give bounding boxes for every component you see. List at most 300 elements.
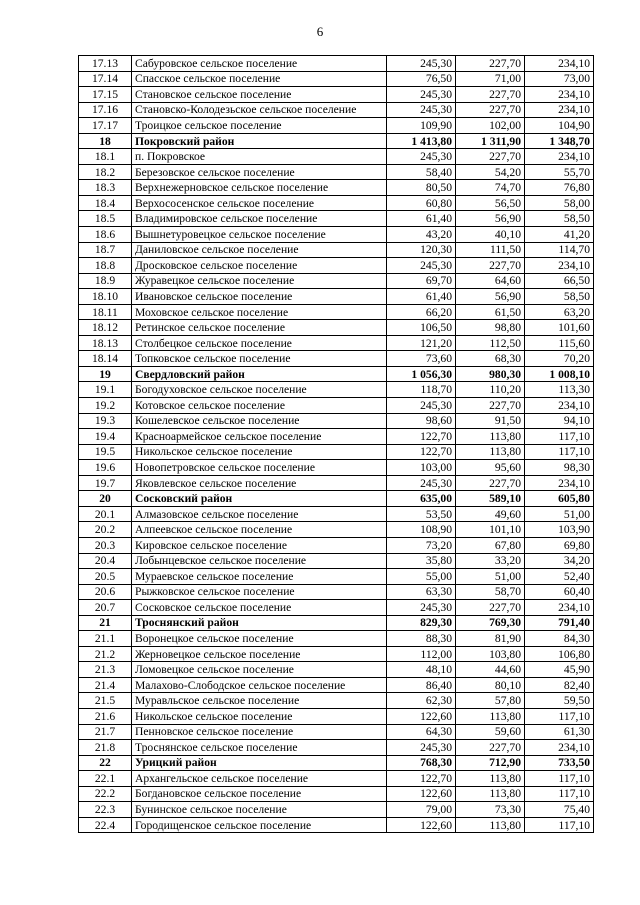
value-1-cell: 245,30	[387, 149, 456, 165]
value-3-cell: 51,00	[525, 506, 594, 522]
settlement-name-cell: Покровский район	[132, 133, 387, 149]
table-row	[79, 771, 594, 787]
row-number-cell: 17.14	[79, 71, 132, 87]
value-2-cell: 1 311,90	[456, 133, 525, 149]
value-3-cell: 733,50	[525, 755, 594, 771]
table-row	[79, 382, 594, 398]
table-row	[79, 273, 594, 289]
row-number-cell: 19.4	[79, 429, 132, 445]
settlement-name-cell: Архангельское сельское поселение	[132, 771, 387, 787]
table-row	[79, 708, 594, 724]
row-number-cell: 20.1	[79, 506, 132, 522]
value-3-cell: 117,10	[525, 817, 594, 833]
value-1-cell: 106,50	[387, 320, 456, 336]
value-3-cell: 234,10	[525, 102, 594, 118]
value-1-cell: 245,30	[387, 102, 456, 118]
value-3-cell: 75,40	[525, 802, 594, 818]
row-number-cell: 20.6	[79, 584, 132, 600]
value-1-cell: 73,60	[387, 351, 456, 367]
value-2-cell: 227,70	[456, 740, 525, 756]
page-number: 6	[316, 24, 324, 39]
table-row	[79, 413, 594, 429]
value-3-cell: 58,50	[525, 211, 594, 227]
value-1-cell: 122,70	[387, 444, 456, 460]
table-row	[79, 724, 594, 740]
budget-table	[78, 55, 594, 833]
value-2-cell: 33,20	[456, 553, 525, 569]
row-number-cell: 21.6	[79, 708, 132, 724]
district-total-row	[79, 615, 594, 631]
row-number-cell: 18.3	[79, 180, 132, 196]
settlement-name-cell: Никольское сельское поселение	[132, 444, 387, 460]
value-1-cell: 61,40	[387, 289, 456, 305]
value-3-cell: 117,10	[525, 771, 594, 787]
value-2-cell: 71,00	[456, 71, 525, 87]
value-1-cell: 103,00	[387, 460, 456, 476]
row-number-cell: 18.8	[79, 258, 132, 274]
value-1-cell: 80,50	[387, 180, 456, 196]
value-1-cell: 121,20	[387, 335, 456, 351]
settlement-name-cell: Верхнежерновское сельское поселение	[132, 180, 387, 196]
row-number-cell: 19.7	[79, 475, 132, 491]
settlement-name-cell: Ломовецкое сельское поселение	[132, 662, 387, 678]
value-2-cell: 51,00	[456, 569, 525, 585]
value-1-cell: 768,30	[387, 755, 456, 771]
row-number-cell: 19.2	[79, 398, 132, 414]
table-row	[79, 118, 594, 134]
value-3-cell: 69,80	[525, 537, 594, 553]
settlement-name-cell: Муравльское сельское поселение	[132, 693, 387, 709]
value-3-cell: 60,40	[525, 584, 594, 600]
settlement-name-cell: Даниловское сельское поселение	[132, 242, 387, 258]
value-3-cell: 101,60	[525, 320, 594, 336]
value-3-cell: 605,80	[525, 491, 594, 507]
settlement-name-cell: Алпеевское сельское поселение	[132, 522, 387, 538]
row-number-cell: 18.7	[79, 242, 132, 258]
settlement-name-cell: Урицкий район	[132, 755, 387, 771]
value-2-cell: 57,80	[456, 693, 525, 709]
row-number-cell: 18.2	[79, 164, 132, 180]
row-number-cell: 21.4	[79, 677, 132, 693]
row-number-cell: 18.10	[79, 289, 132, 305]
row-number-cell: 17.17	[79, 118, 132, 134]
table-row	[79, 444, 594, 460]
value-1-cell: 829,30	[387, 615, 456, 631]
value-3-cell: 58,50	[525, 289, 594, 305]
row-number-cell: 22.4	[79, 817, 132, 833]
row-number-cell: 21.8	[79, 740, 132, 756]
value-3-cell: 103,90	[525, 522, 594, 538]
table-row	[79, 149, 594, 165]
value-2-cell: 103,80	[456, 646, 525, 662]
settlement-name-cell: Сосковский район	[132, 491, 387, 507]
row-number-cell: 18.9	[79, 273, 132, 289]
settlement-name-cell: Березовское сельское поселение	[132, 164, 387, 180]
value-3-cell: 94,10	[525, 413, 594, 429]
table-row	[79, 506, 594, 522]
settlement-name-cell: Алмазовское сельское поселение	[132, 506, 387, 522]
value-2-cell: 112,50	[456, 335, 525, 351]
value-2-cell: 91,50	[456, 413, 525, 429]
value-3-cell: 41,20	[525, 227, 594, 243]
row-number-cell: 20.4	[79, 553, 132, 569]
value-2-cell: 110,20	[456, 382, 525, 398]
value-3-cell: 113,30	[525, 382, 594, 398]
settlement-name-cell: Троснянское сельское поселение	[132, 740, 387, 756]
row-number-cell: 19.5	[79, 444, 132, 460]
value-1-cell: 245,30	[387, 56, 456, 72]
row-number-cell: 21.7	[79, 724, 132, 740]
value-3-cell: 115,60	[525, 335, 594, 351]
table-row	[79, 677, 594, 693]
value-3-cell: 117,10	[525, 708, 594, 724]
table-row	[79, 429, 594, 445]
row-number-cell: 18.1	[79, 149, 132, 165]
value-3-cell: 117,10	[525, 444, 594, 460]
settlement-name-cell: Бунинское сельское поселение	[132, 802, 387, 818]
settlement-name-cell: п. Покровское	[132, 149, 387, 165]
row-number-cell: 22.1	[79, 771, 132, 787]
value-3-cell: 234,10	[525, 87, 594, 103]
table-row	[79, 56, 594, 72]
value-1-cell: 122,60	[387, 817, 456, 833]
value-1-cell: 53,50	[387, 506, 456, 522]
value-1-cell: 122,60	[387, 708, 456, 724]
district-total-row	[79, 755, 594, 771]
value-2-cell: 227,70	[456, 87, 525, 103]
value-3-cell: 98,30	[525, 460, 594, 476]
value-2-cell: 61,50	[456, 304, 525, 320]
settlement-name-cell: Жерновецкое сельское поселение	[132, 646, 387, 662]
settlement-name-cell: Красноармейское сельское поселение	[132, 429, 387, 445]
value-3-cell: 73,00	[525, 71, 594, 87]
district-total-row	[79, 366, 594, 382]
settlement-name-cell: Городищенское сельское поселение	[132, 817, 387, 833]
row-number-cell: 21	[79, 615, 132, 631]
table-row	[79, 195, 594, 211]
value-1-cell: 120,30	[387, 242, 456, 258]
value-2-cell: 64,60	[456, 273, 525, 289]
row-number-cell: 18.5	[79, 211, 132, 227]
value-1-cell: 73,20	[387, 537, 456, 553]
value-3-cell: 104,90	[525, 118, 594, 134]
table-row	[79, 320, 594, 336]
value-2-cell: 56,90	[456, 211, 525, 227]
row-number-cell: 18.14	[79, 351, 132, 367]
table-row	[79, 817, 594, 833]
value-2-cell: 101,10	[456, 522, 525, 538]
table-row	[79, 351, 594, 367]
value-1-cell: 86,40	[387, 677, 456, 693]
value-1-cell: 79,00	[387, 802, 456, 818]
table-row	[79, 102, 594, 118]
value-3-cell: 66,50	[525, 273, 594, 289]
settlement-name-cell: Лобынцевское сельское поселение	[132, 553, 387, 569]
settlement-name-cell: Становское сельское поселение	[132, 87, 387, 103]
settlement-name-cell: Кировское сельское поселение	[132, 537, 387, 553]
settlement-name-cell: Свердловский район	[132, 366, 387, 382]
settlement-name-cell: Спасское сельское поселение	[132, 71, 387, 87]
row-number-cell: 20.2	[79, 522, 132, 538]
row-number-cell: 22	[79, 755, 132, 771]
table-row	[79, 802, 594, 818]
table-row	[79, 258, 594, 274]
value-3-cell: 234,10	[525, 740, 594, 756]
settlement-name-cell: Мураевское сельское поселение	[132, 569, 387, 585]
value-3-cell: 63,20	[525, 304, 594, 320]
value-3-cell: 234,10	[525, 398, 594, 414]
settlement-name-cell: Рыжковское сельское поселение	[132, 584, 387, 600]
row-number-cell: 19.6	[79, 460, 132, 476]
row-number-cell: 20	[79, 491, 132, 507]
settlement-name-cell: Моховское сельское поселение	[132, 304, 387, 320]
table-row	[79, 164, 594, 180]
row-number-cell: 17.13	[79, 56, 132, 72]
settlement-name-cell: Троснянский район	[132, 615, 387, 631]
row-number-cell: 17.15	[79, 87, 132, 103]
settlement-name-cell: Котовское сельское поселение	[132, 398, 387, 414]
value-2-cell: 227,70	[456, 475, 525, 491]
row-number-cell: 19	[79, 366, 132, 382]
row-number-cell: 20.5	[79, 569, 132, 585]
row-number-cell: 21.1	[79, 631, 132, 647]
table-row	[79, 335, 594, 351]
value-2-cell: 54,20	[456, 164, 525, 180]
value-1-cell: 48,10	[387, 662, 456, 678]
value-2-cell: 227,70	[456, 149, 525, 165]
settlement-name-cell: Сосковское сельское поселение	[132, 600, 387, 616]
row-number-cell: 18.4	[79, 195, 132, 211]
table-row	[79, 242, 594, 258]
value-3-cell: 234,10	[525, 258, 594, 274]
value-3-cell: 234,10	[525, 475, 594, 491]
settlement-name-cell: Новопетровское сельское поселение	[132, 460, 387, 476]
value-2-cell: 73,30	[456, 802, 525, 818]
value-1-cell: 76,50	[387, 71, 456, 87]
value-3-cell: 70,20	[525, 351, 594, 367]
value-1-cell: 245,30	[387, 600, 456, 616]
value-3-cell: 1 348,70	[525, 133, 594, 149]
settlement-name-cell: Верхососенское сельское поселение	[132, 195, 387, 211]
row-number-cell: 19.1	[79, 382, 132, 398]
value-1-cell: 98,60	[387, 413, 456, 429]
value-1-cell: 245,30	[387, 87, 456, 103]
value-1-cell: 58,40	[387, 164, 456, 180]
value-3-cell: 791,40	[525, 615, 594, 631]
value-3-cell: 61,30	[525, 724, 594, 740]
settlement-name-cell: Журавецкое сельское поселение	[132, 273, 387, 289]
value-1-cell: 635,00	[387, 491, 456, 507]
table-row	[79, 584, 594, 600]
row-number-cell: 21.3	[79, 662, 132, 678]
value-1-cell: 88,30	[387, 631, 456, 647]
row-number-cell: 18.13	[79, 335, 132, 351]
value-1-cell: 245,30	[387, 475, 456, 491]
settlement-name-cell: Вышнетуровецкое сельское поселение	[132, 227, 387, 243]
row-number-cell: 20.3	[79, 537, 132, 553]
value-3-cell: 84,30	[525, 631, 594, 647]
value-3-cell: 117,10	[525, 786, 594, 802]
table-row	[79, 71, 594, 87]
value-2-cell: 111,50	[456, 242, 525, 258]
table-row	[79, 289, 594, 305]
value-1-cell: 122,70	[387, 771, 456, 787]
value-2-cell: 81,90	[456, 631, 525, 647]
table-row	[79, 631, 594, 647]
value-2-cell: 68,30	[456, 351, 525, 367]
settlement-name-cell: Столбецкое сельское поселение	[132, 335, 387, 351]
table-row	[79, 740, 594, 756]
value-2-cell: 769,30	[456, 615, 525, 631]
value-2-cell: 59,60	[456, 724, 525, 740]
value-2-cell: 589,10	[456, 491, 525, 507]
value-3-cell: 55,70	[525, 164, 594, 180]
table-row	[79, 460, 594, 476]
row-number-cell: 19.3	[79, 413, 132, 429]
table-row	[79, 662, 594, 678]
value-2-cell: 227,70	[456, 600, 525, 616]
value-3-cell: 59,50	[525, 693, 594, 709]
table-row	[79, 87, 594, 103]
value-2-cell: 113,80	[456, 444, 525, 460]
row-number-cell: 17.16	[79, 102, 132, 118]
value-3-cell: 117,10	[525, 429, 594, 445]
value-1-cell: 63,30	[387, 584, 456, 600]
table-row	[79, 537, 594, 553]
table-row	[79, 180, 594, 196]
district-total-row	[79, 491, 594, 507]
value-3-cell: 82,40	[525, 677, 594, 693]
value-2-cell: 113,80	[456, 786, 525, 802]
settlement-name-cell: Никольское сельское поселение	[132, 708, 387, 724]
value-2-cell: 44,60	[456, 662, 525, 678]
value-1-cell: 60,80	[387, 195, 456, 211]
value-2-cell: 74,70	[456, 180, 525, 196]
value-1-cell: 122,70	[387, 429, 456, 445]
value-1-cell: 62,30	[387, 693, 456, 709]
value-2-cell: 113,80	[456, 708, 525, 724]
value-1-cell: 66,20	[387, 304, 456, 320]
value-2-cell: 980,30	[456, 366, 525, 382]
value-1-cell: 69,70	[387, 273, 456, 289]
value-1-cell: 122,60	[387, 786, 456, 802]
value-3-cell: 106,80	[525, 646, 594, 662]
value-2-cell: 98,80	[456, 320, 525, 336]
row-number-cell: 22.3	[79, 802, 132, 818]
district-total-row	[79, 133, 594, 149]
value-3-cell: 1 008,10	[525, 366, 594, 382]
value-2-cell: 113,80	[456, 429, 525, 445]
value-2-cell: 113,80	[456, 771, 525, 787]
table-row	[79, 646, 594, 662]
value-3-cell: 45,90	[525, 662, 594, 678]
row-number-cell: 18	[79, 133, 132, 149]
value-3-cell: 234,10	[525, 149, 594, 165]
value-3-cell: 234,10	[525, 56, 594, 72]
value-1-cell: 245,30	[387, 258, 456, 274]
row-number-cell: 21.2	[79, 646, 132, 662]
table-row	[79, 227, 594, 243]
value-1-cell: 109,90	[387, 118, 456, 134]
table-row	[79, 304, 594, 320]
table-row	[79, 786, 594, 802]
value-2-cell: 712,90	[456, 755, 525, 771]
settlement-name-cell: Ивановское сельское поселение	[132, 289, 387, 305]
row-number-cell: 20.7	[79, 600, 132, 616]
value-2-cell: 58,70	[456, 584, 525, 600]
value-1-cell: 108,90	[387, 522, 456, 538]
value-2-cell: 67,80	[456, 537, 525, 553]
settlement-name-cell: Становско-Колодезьское сельское поселение	[132, 102, 387, 118]
row-number-cell: 18.11	[79, 304, 132, 320]
settlement-name-cell: Владимировское сельское поселение	[132, 211, 387, 227]
value-1-cell: 61,40	[387, 211, 456, 227]
table-row	[79, 211, 594, 227]
value-2-cell: 49,60	[456, 506, 525, 522]
settlement-name-cell: Топковское сельское поселение	[132, 351, 387, 367]
value-2-cell: 227,70	[456, 56, 525, 72]
row-number-cell: 22.2	[79, 786, 132, 802]
table-row	[79, 569, 594, 585]
settlement-name-cell: Сабуровское сельское поселение	[132, 56, 387, 72]
settlement-name-cell: Пенновское сельское поселение	[132, 724, 387, 740]
value-1-cell: 64,30	[387, 724, 456, 740]
value-2-cell: 56,50	[456, 195, 525, 211]
settlement-name-cell: Троицкое сельское поселение	[132, 118, 387, 134]
table-row	[79, 600, 594, 616]
value-1-cell: 1 056,30	[387, 366, 456, 382]
value-1-cell: 55,00	[387, 569, 456, 585]
value-1-cell: 245,30	[387, 398, 456, 414]
row-number-cell: 18.12	[79, 320, 132, 336]
table-body	[79, 56, 594, 833]
settlement-name-cell: Яковлевское сельское поселение	[132, 475, 387, 491]
settlement-name-cell: Богодуховское сельское поселение	[132, 382, 387, 398]
value-2-cell: 40,10	[456, 227, 525, 243]
value-2-cell: 113,80	[456, 817, 525, 833]
table-row	[79, 693, 594, 709]
settlement-name-cell: Ретинское сельское поселение	[132, 320, 387, 336]
value-2-cell: 95,60	[456, 460, 525, 476]
table-row	[79, 522, 594, 538]
value-2-cell: 227,70	[456, 398, 525, 414]
value-3-cell: 114,70	[525, 242, 594, 258]
settlement-name-cell: Малахово-Слободское сельское поселение	[132, 677, 387, 693]
row-number-cell: 18.6	[79, 227, 132, 243]
value-1-cell: 245,30	[387, 740, 456, 756]
value-2-cell: 227,70	[456, 258, 525, 274]
settlement-name-cell: Воронецкое сельское поселение	[132, 631, 387, 647]
table-row	[79, 398, 594, 414]
value-2-cell: 56,90	[456, 289, 525, 305]
value-1-cell: 118,70	[387, 382, 456, 398]
table-row	[79, 475, 594, 491]
value-3-cell: 234,10	[525, 600, 594, 616]
value-3-cell: 58,00	[525, 195, 594, 211]
value-1-cell: 35,80	[387, 553, 456, 569]
settlement-name-cell: Богдановское сельское поселение	[132, 786, 387, 802]
settlement-name-cell: Кошелевское сельское поселение	[132, 413, 387, 429]
value-2-cell: 102,00	[456, 118, 525, 134]
table-row	[79, 553, 594, 569]
value-2-cell: 80,10	[456, 677, 525, 693]
value-3-cell: 52,40	[525, 569, 594, 585]
value-1-cell: 112,00	[387, 646, 456, 662]
value-3-cell: 34,20	[525, 553, 594, 569]
value-3-cell: 76,80	[525, 180, 594, 196]
value-1-cell: 1 413,80	[387, 133, 456, 149]
settlement-name-cell: Дросковское сельское поселение	[132, 258, 387, 274]
